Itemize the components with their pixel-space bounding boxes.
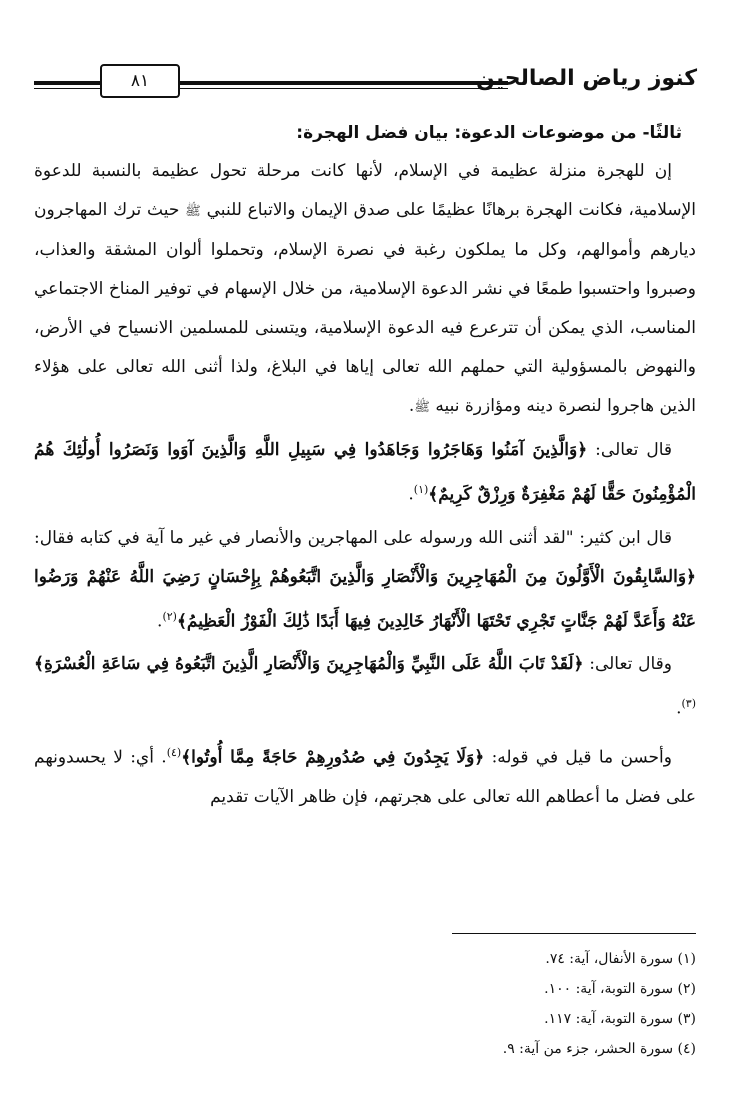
footnote-ref: (٤) — [166, 745, 182, 759]
footnote: (٣) سورة التوبة، آية: ١١٧. — [544, 1011, 696, 1027]
quran-verse: ﴿وَلَا يَجِدُونَ فِي صُدُورِهِمْ حَاجَةً مِمَّا أُوتُوا﴾ — [181, 747, 485, 768]
paragraph-text: أي: لا يحسدونهم على فضل ما أعطاهم الله تعالى على هجرتهم، فإن ظاهر الآيات تقديم — [34, 747, 696, 807]
paragraph-verse-hashr: وأحسن ما قيل في قوله: ﴿وَلَا يَجِدُونَ فِي صُدُورِهِمْ حَاجَةً مِمَّا أُوتُوا﴾$^{(٤)}$. أي: لا يحسدونهم على فضل ما أعطاهم الله تعالى على هجرتهم، فإن ظاهر الآيات تقديم — [34, 745, 696, 807]
footnote: (٤) سورة الحشر، جزء من آية: ٩. — [502, 1041, 696, 1057]
paragraph-verse-tawbah: وقال تعالى: ﴿لَقَدْ تَابَ اللَّهُ عَلَى النَّبِيِّ وَالْمُهَاجِرِينَ وَالْأَنْصَارِ الَّذِينَ اتَّبَعُوهُ فِي سَاعَةِ الْعُسْرَةِ﴾$^{(٣)}$. — [34, 654, 696, 719]
header-rule-left — [34, 81, 100, 85]
header-rule-middle — [180, 81, 508, 85]
running-header — [34, 62, 697, 102]
salawat-symbol: ﷺ — [414, 400, 430, 415]
footnote: (١) سورة الأنفال، آية: ٧٤. — [545, 951, 696, 967]
paragraph-text: قال تعالى: — [595, 440, 672, 460]
paragraph-text: حيث ترك المهاجرون ديارهم وأموالهم، وكل ما يملكون رغبة في نصرة الإسلام، وتحملوا ألوان المشقة والعذاب، وصبروا واحتسبوا طمعًا في نشر الدعوة الإسلامية، من خلال الإسهام في توفير المناخ الاجتماعي المناسب، الذي يمكن أن تترعرع فيه الدعوة الإسلامية، ويتسنى للمسلمين الانسياح في الأرض، والنهوض بالمسؤولية التي حملهم الله تعالى إياها في البلاغ، ولذا أثنى الله تعالى على هؤلاء الذين هاجروا لنصرة دينه ومؤازرة نبيه — [34, 200, 696, 416]
quran-verse: ﴿وَالَّذِينَ آمَنُوا وَهَاجَرُوا وَجَاهَدُوا فِي سَبِيلِ اللَّهِ وَالَّذِينَ آوَوا وَنَصَرُوا أُولَٰئِكَ هُمُ الْمُؤْمِنُونَ حَقًّا لَهُمْ مَغْفِرَةٌ وَرِزْقٌ كَرِيمٌ﴾ — [34, 440, 696, 505]
section-heading: ثالثًا- من موضوعات الدعوة: بيان فضل الهجرة: — [296, 123, 682, 143]
paragraph-text: قال ابن كثير: "لقد أثنى الله ورسوله على المهاجرين والأنصار في غير ما آية في كتابه فقال: — [34, 527, 672, 548]
footnote-divider — [452, 933, 696, 934]
paragraph-text: وأحسن ما قيل في قوله: — [491, 747, 672, 768]
footnote: (٢) سورة التوبة، آية: ١٠٠. — [544, 981, 696, 997]
paragraph-verse-anfal: قال تعالى: ﴿وَالَّذِينَ آمَنُوا وَهَاجَرُوا وَجَاهَدُوا فِي سَبِيلِ اللَّهِ وَالَّذِينَ آوَوا وَنَصَرُوا أُولَٰئِكَ هُمُ الْمُؤْمِنُونَ حَقًّا لَهُمْ مَغْفِرَةٌ وَرِزْقٌ كَرِيمٌ﴾$^{(١)}$. — [34, 440, 696, 505]
quran-verse: ﴿وَالسَّابِقُونَ الْأَوَّلُونَ مِنَ الْمُهَاجِرِينَ وَالْأَنْصَارِ وَالَّذِينَ اتَّبَعُوهُمْ بِإِحْسَانٍ رَضِيَ اللَّهُ عَنْهُمْ وَرَضُوا عَنْهُ وَأَعَدَّ لَهُمْ جَنَّاتٍ تَجْرِي تَحْتَهَا الْأَنْهَارُ خَالِدِينَ فِيهَا أَبَدًا ذَٰلِكَ الْفَوْزُ الْعَظِيمُ﴾ — [34, 566, 696, 632]
book-title: كنوز رياض الصالحين — [476, 66, 697, 91]
header-rule-middle-thin — [180, 88, 508, 89]
paragraph-text: وقال تعالى: — [589, 654, 672, 675]
salawat-symbol: ﷺ — [185, 204, 201, 219]
page-number: ٨١ — [100, 64, 180, 98]
footnote-ref: (٣) — [681, 697, 696, 711]
paragraph-hijra-virtue: إن للهجرة منزلة عظيمة في الإسلام، لأنها كانت مرحلة تحول عظيمة بالنسبة للدعوة الإسلامية، فكانت الهجرة برهانًا عظيمًا على صدق الإيمان والاتباع للنبي ﷺ حيث ترك المهاجرون ديارهم وأموالهم، وكل ما يملكون رغبة في نصرة الإسلام، وتحملوا ألوان المشقة والعذاب، وصبروا واحتسبوا طمعًا في نشر الدعوة الإسلامية، من خلال الإسهام في توفير المناخ الاجتماعي المناسب، الذي يمكن أن تترعرع فيه الدعوة الإسلامية، ويتسنى للمسلمين الانسياح في الأرض، والنهوض بالمسؤولية التي حملهم الله تعالى إياها في البلاغ، ولذا أثنى الله تعالى على هؤلاء الذين هاجروا لنصرة دينه ومؤازرة نبيه ﷺ. — [34, 161, 696, 416]
header-rule-left-thin — [34, 88, 100, 89]
paragraph-text: إن للهجرة منزلة عظيمة في الإسلام، لأنها كانت مرحلة تحول عظيمة بالنسبة للدعوة الإسلامية، فكانت الهجرة برهانًا عظيمًا على صدق الإيمان والاتباع للنبي — [34, 161, 696, 220]
footnote-ref: (٢) — [162, 609, 177, 623]
page-body — [34, 118, 696, 817]
quran-verse: ﴿لَقَدْ تَابَ اللَّهُ عَلَى النَّبِيِّ وَالْمُهَاجِرِينَ وَالْأَنْصَارِ الَّذِينَ اتَّبَعُوهُ فِي سَاعَةِ الْعُسْرَةِ﴾ — [34, 654, 584, 675]
footnote-ref: (١) — [413, 483, 429, 496]
paragraph-ibn-kathir: قال ابن كثير: "لقد أثنى الله ورسوله على المهاجرين والأنصار في غير ما آية في كتابه فقال: ﴿وَالسَّابِقُونَ الْأَوَّلُونَ مِنَ الْمُهَاجِرِينَ وَالْأَنْصَارِ وَالَّذِينَ اتَّبَعُوهُمْ بِإِحْسَانٍ رَضِيَ اللَّهُ عَنْهُمْ وَرَضُوا عَنْهُ وَأَعَدَّ لَهُمْ جَنَّاتٍ تَجْرِي تَحْتَهَا الْأَنْهَارُ خَالِدِينَ فِيهَا أَبَدًا ذَٰلِكَ الْفَوْزُ الْعَظِيمُ﴾$^{(٢)}$. — [34, 527, 696, 632]
footnotes — [380, 944, 696, 1064]
